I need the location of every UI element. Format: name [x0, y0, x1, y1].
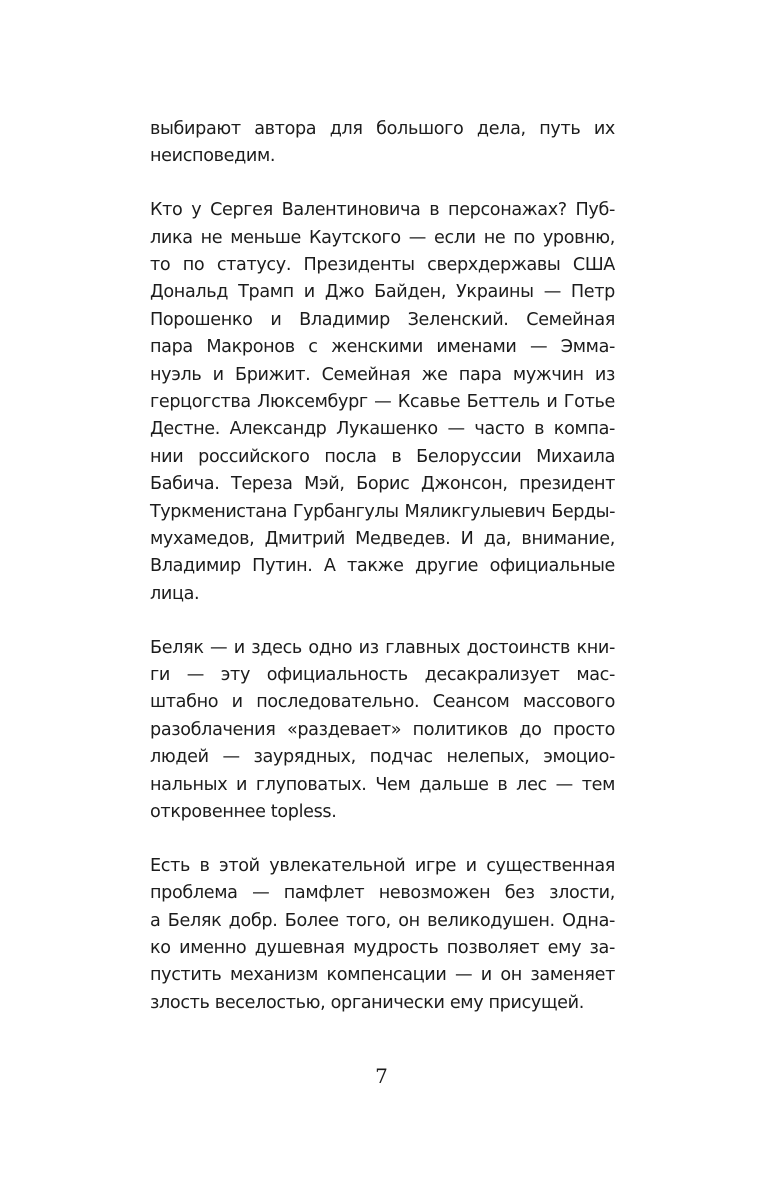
text-line: ги — эту официальность десакрализует мас- [150, 665, 615, 686]
text-line: Бабича. Тереза Мэй, Борис Джонсон, президент [150, 474, 615, 495]
text-line: мухамедов, Дмитрий Медведев. И да, внимание, [150, 528, 615, 549]
text-line: Туркменистана Гурбангулы Мяликгулыевич Берды- [150, 501, 615, 522]
text-line: нуэль и Брижит. Семейная же пара мужчин из [150, 364, 615, 385]
text-line: неисповедим. [150, 146, 276, 167]
text-line: штабно и последовательно. Сеансом массового [150, 692, 615, 713]
text-line: ко именно душевная мудрость позволяет ему за- [150, 938, 615, 959]
paragraph [150, 197, 615, 608]
text-line: герцогства Люксембург — Ксавье Беттель и Готье [150, 392, 615, 413]
text-line: разоблачения «раздевает» политиков до просто [150, 719, 615, 740]
paragraph [150, 853, 615, 1017]
text-line: лица. [150, 583, 200, 604]
text-line: а Беляк добр. Более того, он великодушен. Одна- [150, 910, 615, 931]
text-line: Есть в этой увлекательной игре и существенная [150, 855, 615, 876]
paragraph-gap [150, 171, 615, 198]
body-text [150, 116, 615, 1017]
text-line: людей — заурядных, подчас нелепых, эмоцио- [150, 747, 615, 768]
text-line: лика не меньше Каутского — если не по уровню, [150, 227, 615, 248]
text-line: пустить механизм компенсации — и он заменяет [150, 965, 615, 986]
text-line: нии российского посла в Белоруссии Михаила [150, 446, 615, 467]
paragraph [150, 116, 615, 171]
text-line: выбирают автора для большого дела, путь их [150, 119, 615, 139]
paragraph-gap [150, 826, 615, 853]
text-line: Дестне. Александр Лукашенко — часто в компа- [150, 419, 615, 440]
text-line: Порошенко и Владимир Зеленский. Семейная [150, 309, 615, 330]
text-line: откровеннее topless. [150, 801, 337, 822]
text-line: проблема — памфлет невозможен без злости, [150, 883, 615, 904]
text-line: то по статусу. Президенты сверхдержавы США [150, 255, 615, 276]
text-line: злость веселостью, органически ему присущей. [150, 992, 584, 1013]
paragraph [150, 635, 615, 827]
paragraph-gap [150, 608, 615, 635]
text-line: Дональд Трамп и Джо Байден, Украины — Петр [150, 282, 615, 303]
text-line: Беляк — и здесь одно из главных достоинств кни- [150, 637, 615, 658]
text-line: Владимир Путин. А также другие официальные [150, 556, 615, 577]
text-line: Кто у Сергея Валентиновича в персонажах? Пуб- [150, 200, 615, 221]
page-number: 7 [375, 1064, 388, 1088]
text-line: нальных и глуповатых. Чем дальше в лес — тем [150, 774, 615, 795]
text-line: пара Макронов с женскими именами — Эмма- [150, 337, 615, 358]
